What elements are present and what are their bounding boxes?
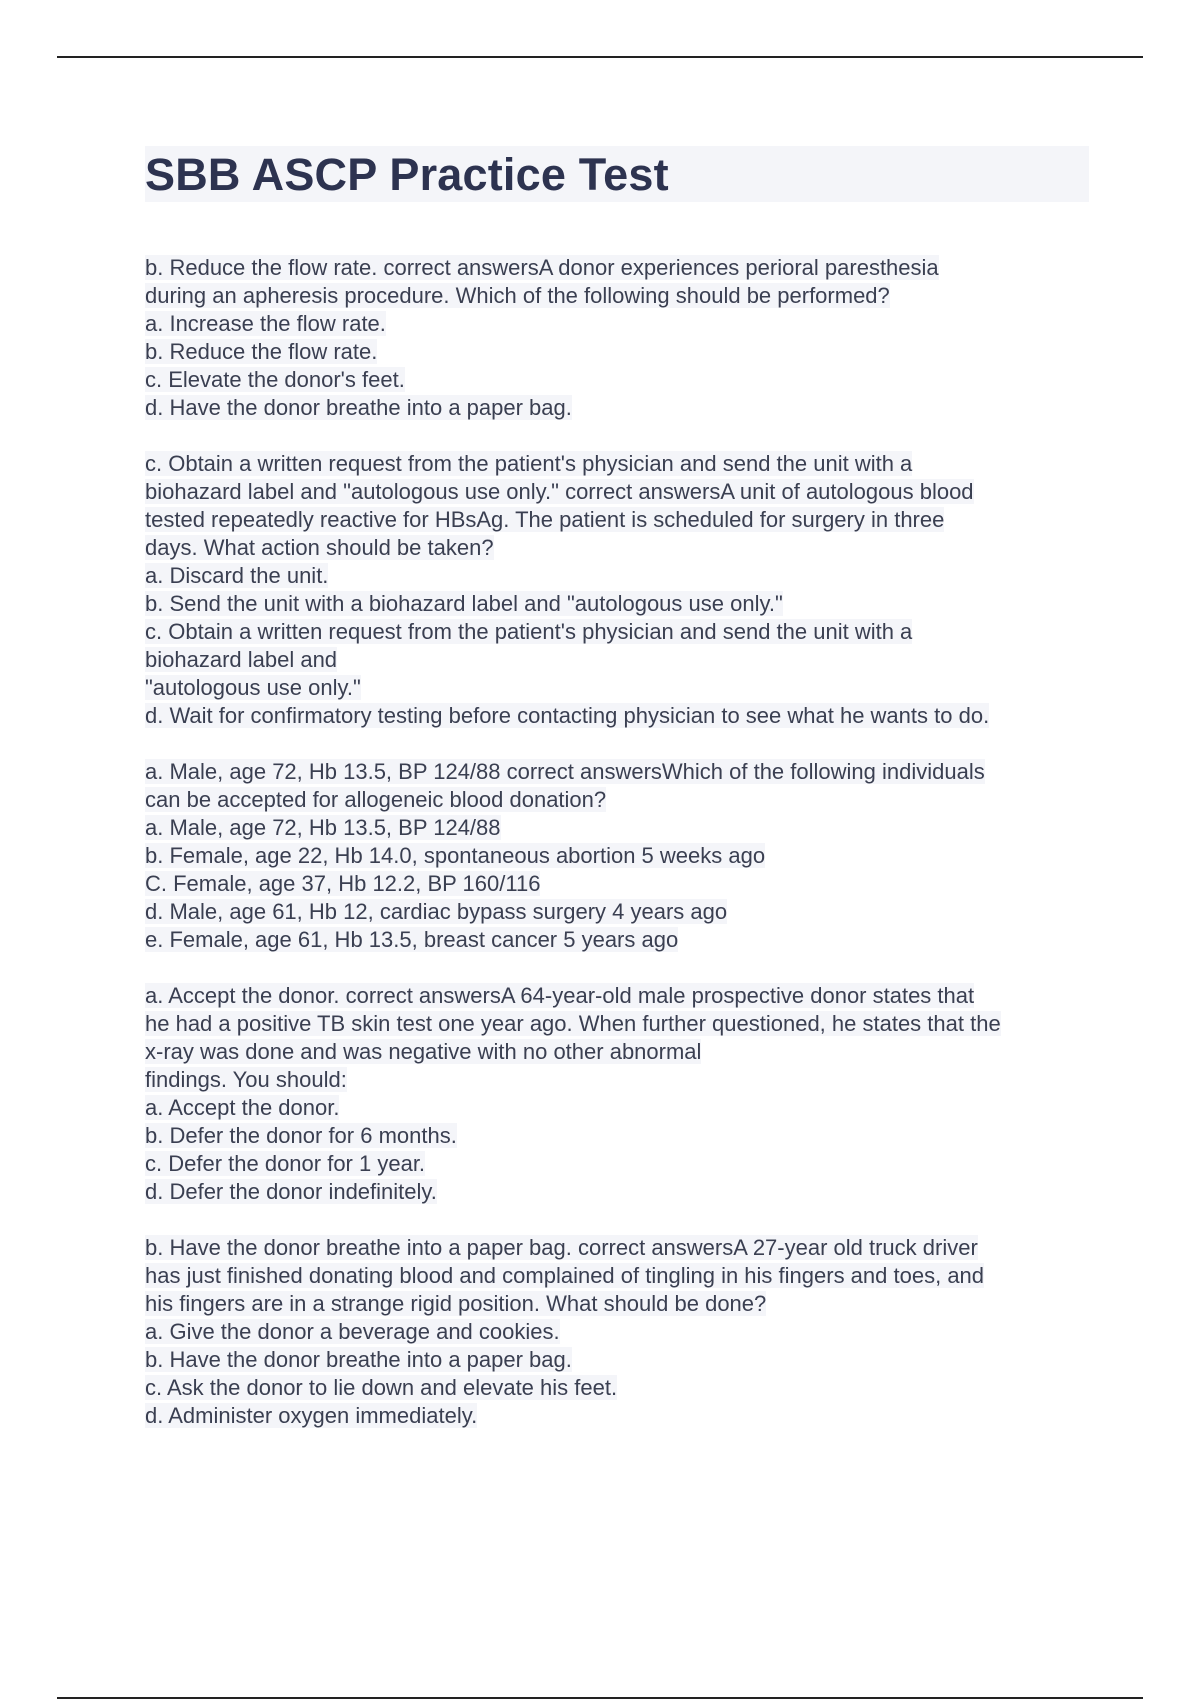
question-line-text: b. Have the donor breathe into a paper bag. correct answersA 27-year old truck driver — [145, 1235, 978, 1260]
question-line-text: a. Male, age 72, Hb 13.5, BP 124/88 — [145, 815, 501, 840]
question-line — [145, 814, 1089, 842]
question-line-text: biohazard label and "autologous use only." correct answersA unit of autologous blood — [145, 479, 974, 504]
question-line-text: d. Defer the donor indefinitely. — [145, 1179, 437, 1204]
question-line — [145, 702, 1089, 730]
question-line-text: x-ray was done and was negative with no other abnormal — [145, 1039, 702, 1064]
question-line — [145, 1234, 1089, 1262]
question-line — [145, 1346, 1089, 1374]
question-line — [145, 898, 1089, 926]
question-line-text: his fingers are in a strange rigid position. What should be done? — [145, 1291, 767, 1316]
question-line-text: biohazard label and — [145, 647, 338, 672]
question-line-text: d. Administer oxygen immediately. — [145, 1403, 478, 1428]
question-line — [145, 786, 1089, 814]
question-line-text: c. Ask the donor to lie down and elevate his feet. — [145, 1375, 618, 1400]
question-line-text: b. Female, age 22, Hb 14.0, spontaneous abortion 5 weeks ago — [145, 843, 766, 868]
question-line-text: b. Reduce the flow rate. — [145, 339, 378, 364]
question-line — [145, 1262, 1089, 1290]
question-line — [145, 310, 1089, 338]
question-line-text: he had a positive TB skin test one year ago. When further questioned, he states that the — [145, 1011, 1001, 1036]
question-line — [145, 1010, 1089, 1038]
question-line — [145, 254, 1089, 282]
question-line-text: can be accepted for allogeneic blood donation? — [145, 787, 607, 812]
question-line-text: c. Defer the donor for 1 year. — [145, 1151, 426, 1176]
question-line-text: c. Obtain a written request from the patient's physician and send the unit with a — [145, 451, 913, 476]
question-line — [145, 674, 1089, 702]
question-line — [145, 478, 1089, 506]
question-line — [145, 366, 1089, 394]
page-title: SBB ASCP Practice Test — [145, 148, 669, 200]
question-line — [145, 1038, 1089, 1066]
question-block — [145, 1234, 1089, 1430]
question-line — [145, 562, 1089, 590]
question-block — [145, 450, 1089, 730]
question-line — [145, 1066, 1089, 1094]
question-line — [145, 1178, 1089, 1206]
question-line-text: d. Male, age 61, Hb 12, cardiac bypass surgery 4 years ago — [145, 899, 728, 924]
question-line-text: b. Have the donor breathe into a paper bag. — [145, 1347, 572, 1372]
question-line-text: b. Defer the donor for 6 months. — [145, 1123, 457, 1148]
question-line — [145, 338, 1089, 366]
question-line-text: a. Give the donor a beverage and cookies. — [145, 1319, 560, 1344]
question-line-text: a. Male, age 72, Hb 13.5, BP 124/88 correct answersWhich of the following individuals — [145, 759, 985, 784]
question-line-text: "autologous use only." — [145, 675, 361, 700]
question-line — [145, 758, 1089, 786]
question-line — [145, 506, 1089, 534]
question-list — [145, 254, 1089, 1430]
question-line-text: c. Obtain a written request from the patient's physician and send the unit with a — [145, 619, 913, 644]
header-rule — [57, 56, 1143, 58]
question-line — [145, 926, 1089, 954]
question-line — [145, 1318, 1089, 1346]
question-line — [145, 618, 1089, 646]
footer-rule — [57, 1697, 1143, 1699]
question-line-text: C. Female, age 37, Hb 12.2, BP 160/116 — [145, 871, 541, 896]
document-body — [145, 146, 1089, 1458]
question-line — [145, 590, 1089, 618]
question-line — [145, 534, 1089, 562]
question-line — [145, 1290, 1089, 1318]
question-line-text: c. Elevate the donor's feet. — [145, 367, 405, 392]
question-line-text: days. What action should be taken? — [145, 535, 494, 560]
question-line — [145, 1150, 1089, 1178]
question-block — [145, 758, 1089, 954]
question-line-text: d. Wait for confirmatory testing before contacting physician to see what he wants to do. — [145, 703, 990, 728]
question-line-text: a. Accept the donor. — [145, 1095, 340, 1120]
question-line-text: e. Female, age 61, Hb 13.5, breast cancer 5 years ago — [145, 927, 679, 952]
question-line-text: b. Send the unit with a biohazard label and "autologous use only." — [145, 591, 783, 616]
question-line-text: d. Have the donor breathe into a paper bag. — [145, 395, 572, 420]
question-line — [145, 646, 1089, 674]
question-line-text: tested repeatedly reactive for HBsAg. The patient is scheduled for surgery in three — [145, 507, 945, 532]
question-line-text: has just finished donating blood and complained of tingling in his fingers and toes, and — [145, 1263, 985, 1288]
question-line-text: a. Increase the flow rate. — [145, 311, 386, 336]
question-line — [145, 1122, 1089, 1150]
question-line — [145, 1402, 1089, 1430]
title-band — [145, 146, 1089, 202]
question-line — [145, 842, 1089, 870]
question-line — [145, 982, 1089, 1010]
question-block — [145, 982, 1089, 1206]
question-line-text: a. Accept the donor. correct answersA 64-year-old male prospective donor states that — [145, 983, 975, 1008]
question-line-text: during an apheresis procedure. Which of the following should be performed? — [145, 283, 890, 308]
question-line — [145, 282, 1089, 310]
question-block — [145, 254, 1089, 422]
question-line — [145, 394, 1089, 422]
question-line — [145, 870, 1089, 898]
question-line — [145, 450, 1089, 478]
question-line-text: findings. You should: — [145, 1067, 347, 1092]
question-line-text: b. Reduce the flow rate. correct answersA donor experiences perioral paresthesia — [145, 255, 939, 280]
question-line-text: a. Discard the unit. — [145, 563, 329, 588]
question-line — [145, 1094, 1089, 1122]
question-line — [145, 1374, 1089, 1402]
